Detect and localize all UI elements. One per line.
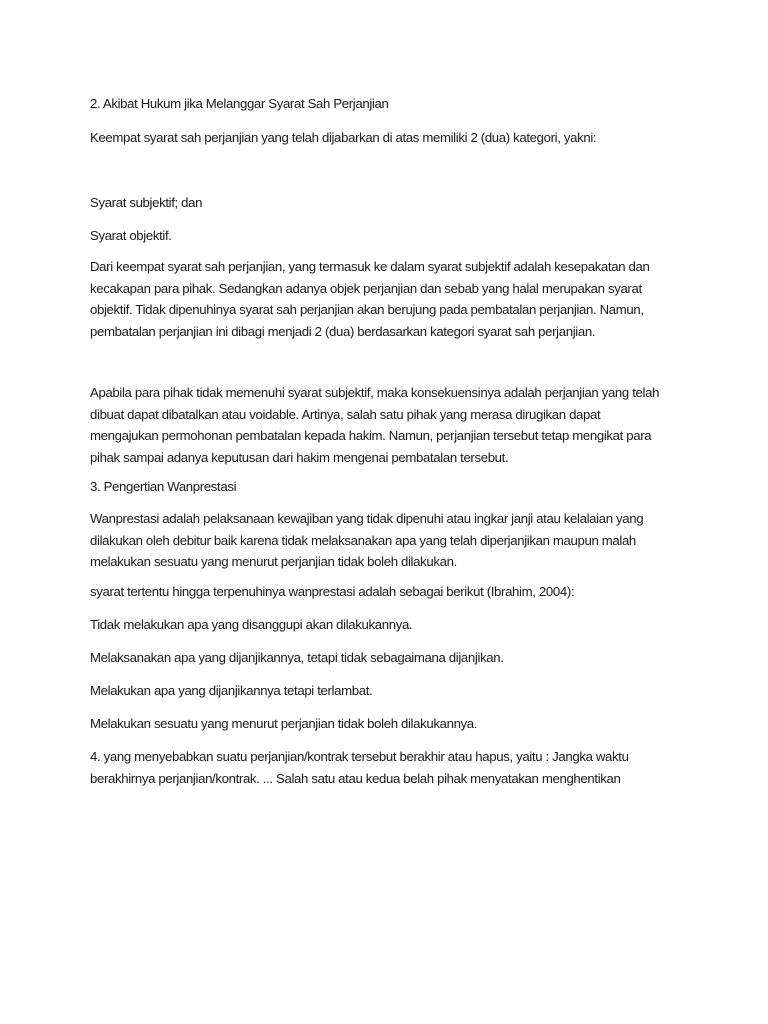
list-item: Melaksanakan apa yang dijanjikannya, tetapi tidak sebagaimana dijanjikan. [90,650,504,665]
paragraph-line: melakukan sesuatu yang menurut perjanjian tidak boleh dilakukan. [90,554,457,569]
paragraph-berakhirnya-perjanjian [90,746,690,789]
paragraph-line: Dari keempat syarat sah perjanjian, yang termasuk ke dalam syarat subjektif adalah kesepakatan dan [90,259,650,274]
paragraph-line: objektif. Tidak dipenuhinya syarat sah perjanjian akan berujung pada pembatalan perjanjian. Namun, [90,302,644,317]
paragraph-wanprestasi-definition [90,508,690,573]
paragraph-line: Apabila para pihak tidak memenuhi syarat subjektif, maka konsekuensinya adalah perjanjian yang telah [90,385,660,400]
list-item: Melakukan apa yang dijanjikannya tetapi terlambat. [90,683,373,698]
category-objective: Syarat objektif. [90,228,172,243]
section-heading-2: 2. Akibat Hukum jika Melanggar Syarat Sah Perjanjian [90,96,389,111]
paragraph-line: kecakapan para pihak. Sedangkan adanya objek perjanjian dan sebab yang halal merupakan syarat [90,280,642,296]
paragraph-line: Wanprestasi adalah pelaksanaan kewajiban yang tidak dipenuhi atau ingkar janji atau kelalaian yang [90,511,644,526]
paragraph-line: pembatalan perjanjian ini dibagi menjadi 2 (dua) berdasarkan kategori syarat sah perjanjian. [90,323,596,339]
list-item: Tidak melakukan apa yang disanggupi akan dilakukannya. [90,617,413,632]
paragraph-syarat-explanation [90,256,690,342]
paragraph-line: pihak sampai adanya keputusan dari hakim mengenai pembatalan tersebut. [90,449,509,465]
paragraph-line: 4. yang menyebabkan suatu perjanjian/kontrak tersebut berakhir atau hapus, yaitu : Jangka waktu [90,749,629,764]
category-subjective: Syarat subjektif; dan [90,195,203,210]
list-item: Melakukan sesuatu yang menurut perjanjian tidak boleh dilakukannya. [90,716,478,731]
paragraph-line: berakhirnya perjanjian/kontrak. ... Salah satu atau kedua belah pihak menyatakan menghentikan [90,770,621,786]
paragraph-line: dilakukan oleh debitur baik karena tidak melaksanakan apa yang telah diperjanjikan maupun malah [90,532,636,548]
paragraph-voidable [90,382,690,468]
paragraph-line: mengajukan permohonan pembatalan kepada hakim. Namun, perjanjian tersebut tetap mengikat para [90,428,652,443]
paragraph-line: dibuat dapat dibatalkan atau voidable. Artinya, salah satu pihak yang merasa dirugikan dapat [90,406,601,422]
paragraph-syarat-wanprestasi: syarat tertentu hingga terpenuhinya wanprestasi adalah sebagai berikut (Ibrahim, 2004): [90,584,575,599]
section-heading-3: 3. Pengertian Wanprestasi [90,479,237,494]
intro-paragraph: Keempat syarat sah perjanjian yang telah dijabarkan di atas memiliki 2 (dua) kategori, yakni: [90,130,597,145]
